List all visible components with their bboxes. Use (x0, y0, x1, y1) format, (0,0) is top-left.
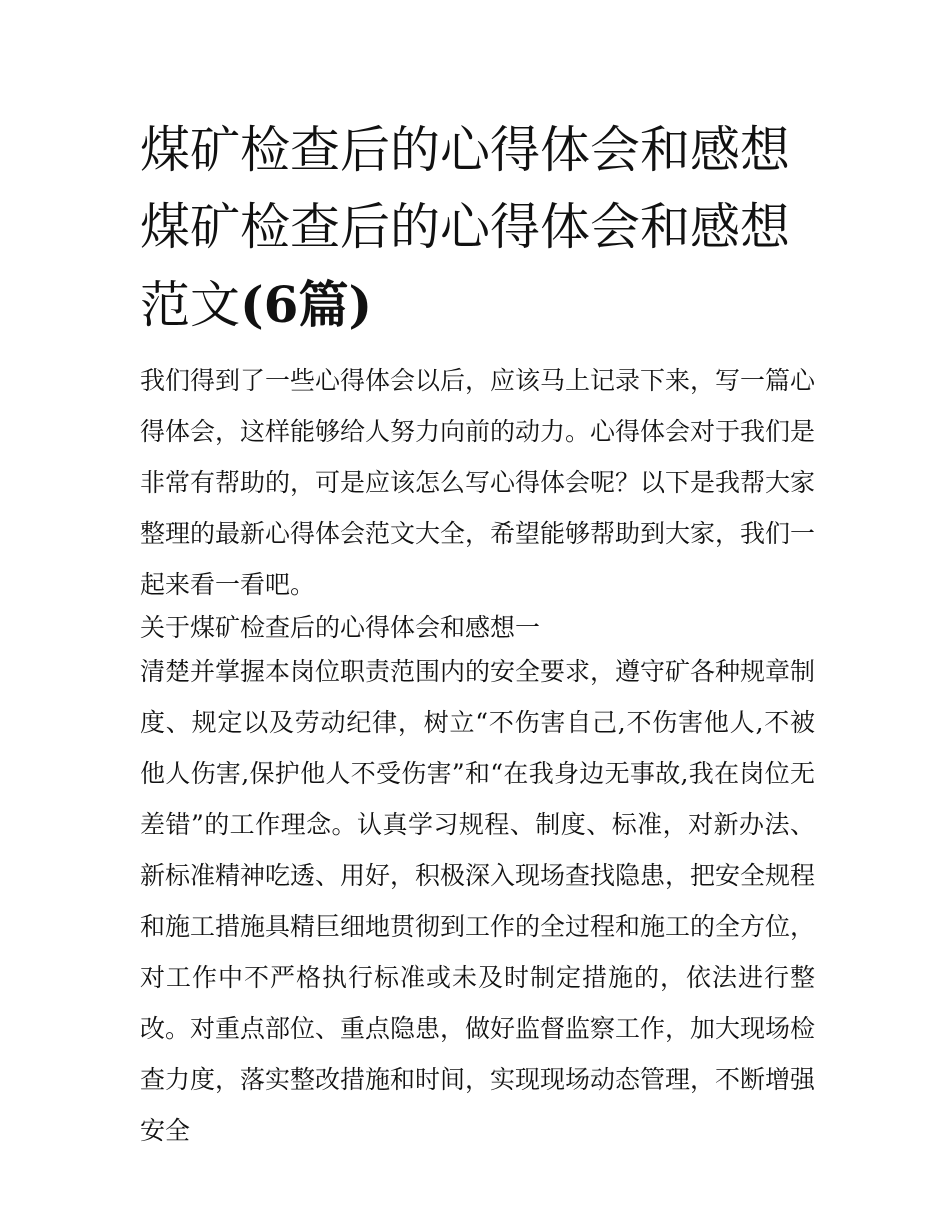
title-line-3 (140, 266, 820, 344)
document-title (140, 112, 820, 344)
title-line-2: 煤矿检查后的心得体会和感想 (140, 198, 790, 256)
intro-paragraph: 我们得到了一些心得体会以后，应该马上记录下来，写一篇心得体会，这样能够给人努力向前的动力。心得体会对于我们是非常有帮助的，可是应该怎么写心得体会呢？以下是我帮大家整理的最新心得体会范文大全，希望能够帮助到大家，我们一起来看一看吧。 (140, 366, 816, 599)
section-paragraph: 清楚并掌握本岗位职责范围内的安全要求，遵守矿各种规章制度、规定以及劳动纪律，树立“不伤害自己,不伤害他人,不被他人伤害,保护他人不受伤害”和“在我身边无事故,我在岗位无差错”的工作理念。认真学习规程、制度、标准，对新办法、新标准精神吃透、用好，积极深入现场查找隐患，把安全规程和施工措施具精巨细地贯彻到工作的全过程和施工的全方位，对工作中不严格执行标准或未及时制定措施的，依法进行整改。对重点部位、重点隐患，做好监督监察工作，加大现场检查力度，落实整改措施和时间，实现现场动态管理，不断增强安全 (140, 657, 816, 1145)
title-line-3-suffix: (6篇) (240, 275, 373, 334)
section-heading: 关于煤矿检查后的心得体会和感想一 (140, 613, 541, 642)
title-line-1: 煤矿检查后的心得体会和感想 (140, 121, 790, 179)
title-line-3-prefix: 范文 (140, 276, 240, 334)
document-body (140, 355, 815, 1156)
